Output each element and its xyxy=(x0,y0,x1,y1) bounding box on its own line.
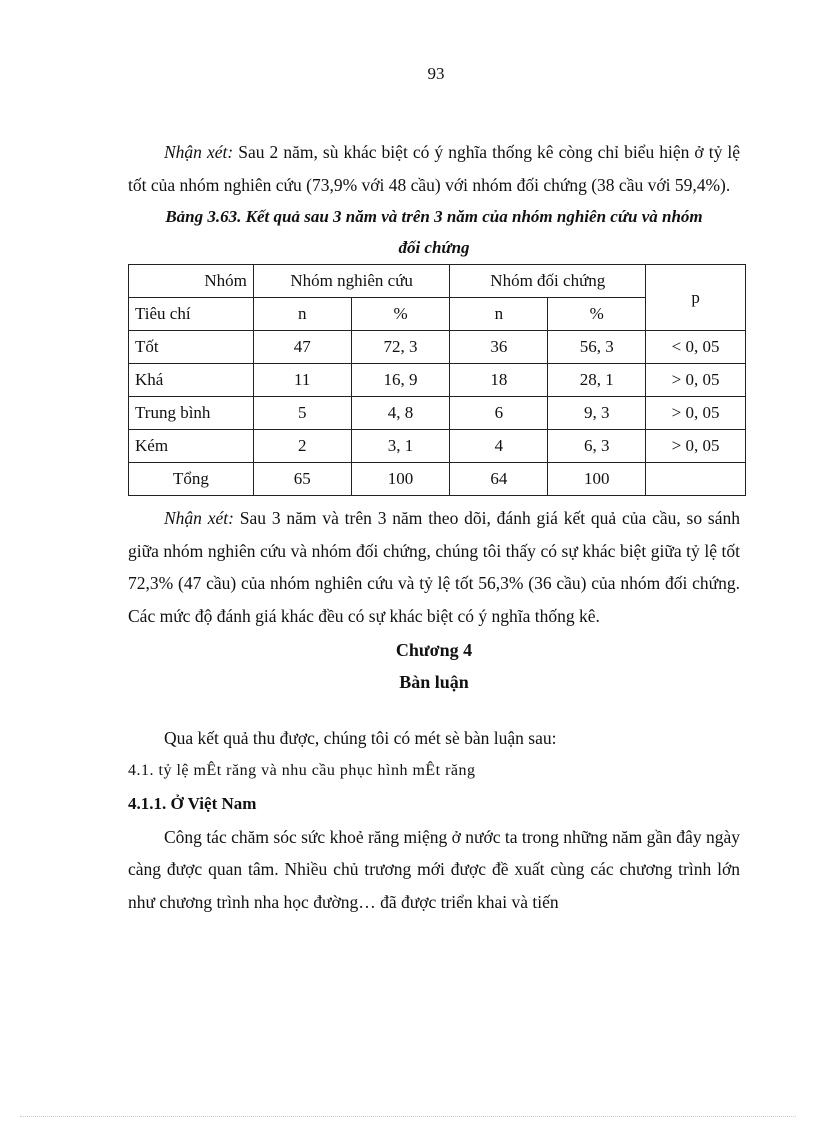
header-criteria: Tiêu chí xyxy=(129,298,254,331)
header-group-label: Nhóm xyxy=(204,271,247,290)
cell-n2: 4 xyxy=(450,430,548,463)
cell-p1: 4, 8 xyxy=(351,397,450,430)
remark-paragraph-2 xyxy=(128,502,740,632)
table-row xyxy=(129,331,746,364)
page-bottom-divider xyxy=(20,1116,796,1117)
row-label: Khá xyxy=(129,364,254,397)
cell-n2: 64 xyxy=(450,463,548,496)
page-number: 93 xyxy=(427,64,445,83)
cell-p: > 0, 05 xyxy=(646,397,746,430)
spacer xyxy=(128,698,740,722)
header-group-cell xyxy=(129,265,254,298)
cell-p2: 6, 3 xyxy=(548,430,646,463)
table-header-row-1 xyxy=(129,265,746,298)
cell-p1: 72, 3 xyxy=(351,331,450,364)
cell-n2: 36 xyxy=(450,331,548,364)
table-caption-line-2: đối chứng xyxy=(398,238,470,257)
cell-p2: 56, 3 xyxy=(548,331,646,364)
cell-n1: 65 xyxy=(253,463,351,496)
cell-n1: 11 xyxy=(253,364,351,397)
cell-p1: 16, 9 xyxy=(351,364,450,397)
header-p: p xyxy=(646,265,746,331)
row-label: Tốt xyxy=(129,331,254,364)
cell-p2: 9, 3 xyxy=(548,397,646,430)
remark-paragraph-1 xyxy=(128,136,740,201)
header-n-1: n xyxy=(253,298,351,331)
header-n-2: n xyxy=(450,298,548,331)
cell-p: > 0, 05 xyxy=(646,364,746,397)
header-pct-1: % xyxy=(351,298,450,331)
cell-n1: 2 xyxy=(253,430,351,463)
cell-n1: 47 xyxy=(253,331,351,364)
cell-p2: 100 xyxy=(548,463,646,496)
table-row-total xyxy=(129,463,746,496)
remark-label: Nhận xét: xyxy=(164,508,234,528)
cell-p1: 100 xyxy=(351,463,450,496)
body-paragraph: Công tác chăm sóc sức khoẻ răng miệng ở nước ta trong những năm gần đây ngày càng được quan tâm. Nhiều chủ trương mới được đề xuất cùng các chương trình lớn như chương trình nha học đường… đã được triển khai và tiến xyxy=(128,826,740,912)
remark-text: Sau 3 năm và trên 3 năm theo dõi, đánh giá kết quả của cầu, so sánh giữa nhóm nghiên cứu và nhóm đối chứng, chúng tôi thấy có sự khác biệt giữa tỷ lệ tốt 72,3% (47 cầu) của nhóm nghiên cứu và tỷ lệ tốt 56,3% (36 cầu) của nhóm đối chứng. Các mức độ đánh giá khác đều có sự khác biệt có ý nghĩa thống kê. xyxy=(128,508,740,626)
cell-n2: 18 xyxy=(450,364,548,397)
results-table xyxy=(128,264,746,496)
table-caption-line-1: Bảng 3.63. Kết quả sau 3 năm và trên 3 năm của nhóm nghiên cứu và nhóm xyxy=(165,207,703,226)
header-control-group: Nhóm đối chứng xyxy=(450,265,646,298)
page-content xyxy=(128,136,740,918)
table-row xyxy=(129,364,746,397)
cell-n1: 5 xyxy=(253,397,351,430)
cell-p1: 3, 1 xyxy=(351,430,450,463)
header-pct-2: % xyxy=(548,298,646,331)
subsection-heading: 4.1.1. Ở Việt Nam xyxy=(128,793,257,813)
cell-p: > 0, 05 xyxy=(646,430,746,463)
table-row xyxy=(129,430,746,463)
header-study-group: Nhóm nghiên cứu xyxy=(253,265,450,298)
remark-text: Sau 2 năm, sù khác biệt có ý nghĩa thống kê còng chỉ biểu hiện ở tỷ lệ tốt của nhóm nghiên cứu (73,9% với 48 cầu) với nhóm đối chứng (38 cầu với 59,4%). xyxy=(128,142,740,195)
row-label: Trung bình xyxy=(129,397,254,430)
cell-p2: 28, 1 xyxy=(548,364,646,397)
chapter-number: Chương 4 xyxy=(395,640,473,660)
row-label: Tổng xyxy=(129,463,254,496)
cell-p: < 0, 05 xyxy=(646,331,746,364)
cell-n2: 6 xyxy=(450,397,548,430)
row-label: Kém xyxy=(129,430,254,463)
remark-label: Nhận xét: xyxy=(164,142,234,162)
cell-p xyxy=(646,463,746,496)
section-heading: 4.1. tỷ lệ mÊt răng và nhu cầu phục hình mÊt răng xyxy=(128,761,476,779)
intro-paragraph: Qua kết quả thu được, chúng tôi có mét sè bàn luận sau: xyxy=(164,728,557,748)
chapter-title: Bàn luận xyxy=(399,672,469,692)
table-row xyxy=(129,397,746,430)
